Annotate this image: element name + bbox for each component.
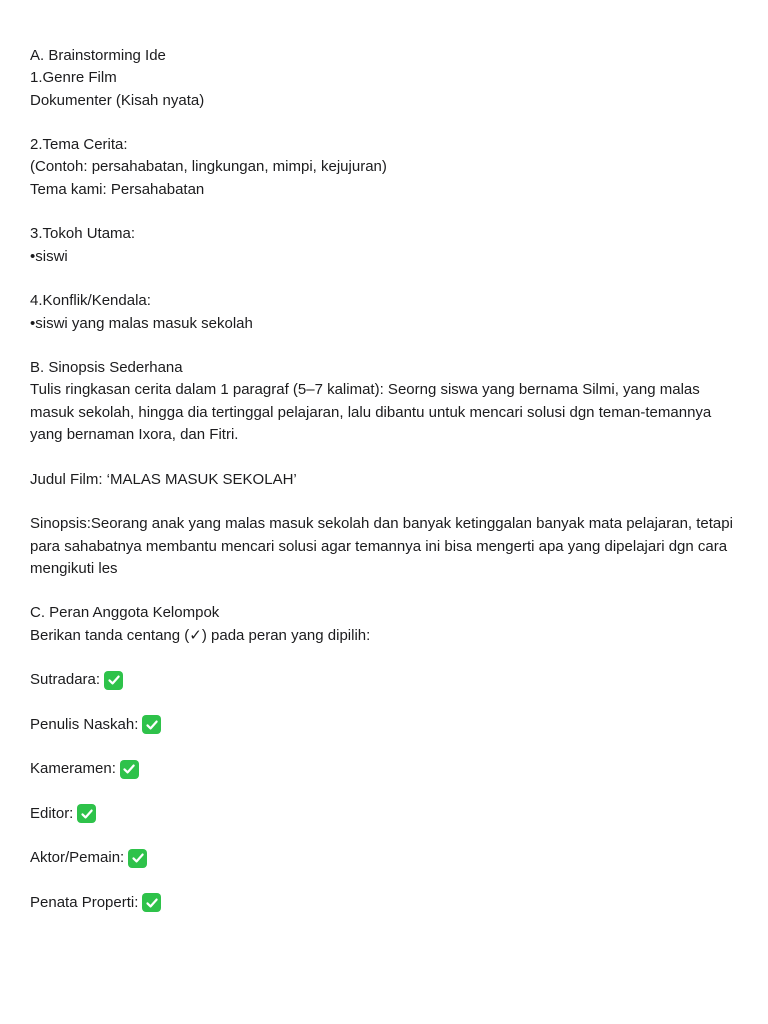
note-body <box>30 45 738 936</box>
check-mark-button-icon <box>142 893 161 912</box>
role-label: Aktor/Pemain: <box>30 849 125 867</box>
check-mark-button-icon <box>77 804 96 823</box>
role-item-kameramen <box>30 758 738 780</box>
check-mark-button-icon <box>142 715 161 734</box>
role-item-penata-properti <box>30 892 738 914</box>
tokoh-label: 3.Tokoh Utama: <box>30 225 136 243</box>
konflik-label: 4.Konflik/Kendala: <box>30 292 151 310</box>
role-label: Sutradara: <box>30 671 101 689</box>
role-item-aktor-pemain <box>30 847 738 869</box>
genre-label: 1.Genre Film <box>30 69 117 87</box>
blank-line <box>30 491 738 513</box>
role-label: Kameramen: <box>30 760 116 778</box>
tema-value: Tema kami: Persahabatan <box>30 180 205 198</box>
role-label: Penulis Naskah: <box>30 715 139 733</box>
role-item-penulis-naskah <box>30 714 738 736</box>
roles-instruction: Berikan tanda centang (✓) pada peran yang dipilih: <box>30 626 371 644</box>
section-b-heading: B. Sinopsis Sederhana <box>30 359 183 377</box>
check-mark-button-icon <box>128 849 147 868</box>
blank-line <box>30 268 738 290</box>
role-label: Editor: <box>30 804 74 822</box>
check-mark-button-icon <box>104 671 123 690</box>
section-a-heading: A. Brainstorming Ide <box>30 47 166 64</box>
role-label: Penata Properti: <box>30 893 139 911</box>
check-mark-button-icon <box>120 760 139 779</box>
tokoh-value: •siswi <box>30 247 68 265</box>
film-title: Judul Film: ‘MALAS MASUK SEKOLAH’ <box>30 470 297 488</box>
role-item-sutradara <box>30 669 738 691</box>
blank-line <box>30 580 738 602</box>
tema-example: (Contoh: persahabatan, lingkungan, mimpi, kejujuran) <box>30 158 387 176</box>
synopsis-text: Sinopsis:Seorang anak yang malas masuk sekolah dan banyak ketinggalan banyak mata pelajaran, tetapi para sahabatnya membantu mencari solusi agar temannya ini bisa mengerti apa yang dipelajari dgn cara mengikuti les <box>30 515 733 577</box>
synopsis-instruction: Tulis ringkasan cerita dalam 1 paragraf (5–7 kalimat): Seorng siswa yang bernama Silmi, yang malas masuk sekolah, hingga dia tertinggal pelajaran, lalu dibantu untuk mencari solusi dgn teman-temannya yang bernaman Ixora, dan Fitri. <box>30 381 712 444</box>
blank-line <box>30 446 738 468</box>
konflik-value: •siswi yang malas masuk sekolah <box>30 314 253 332</box>
tema-label: 2.Tema Cerita: <box>30 136 128 154</box>
blank-line <box>30 201 738 223</box>
blank-line <box>30 112 738 134</box>
section-c-heading: C. Peran Anggota Kelompok <box>30 604 220 622</box>
role-item-editor <box>30 803 738 825</box>
genre-value: Dokumenter (Kisah nyata) <box>30 91 205 109</box>
blank-line <box>30 335 738 357</box>
blank-line <box>30 647 738 669</box>
